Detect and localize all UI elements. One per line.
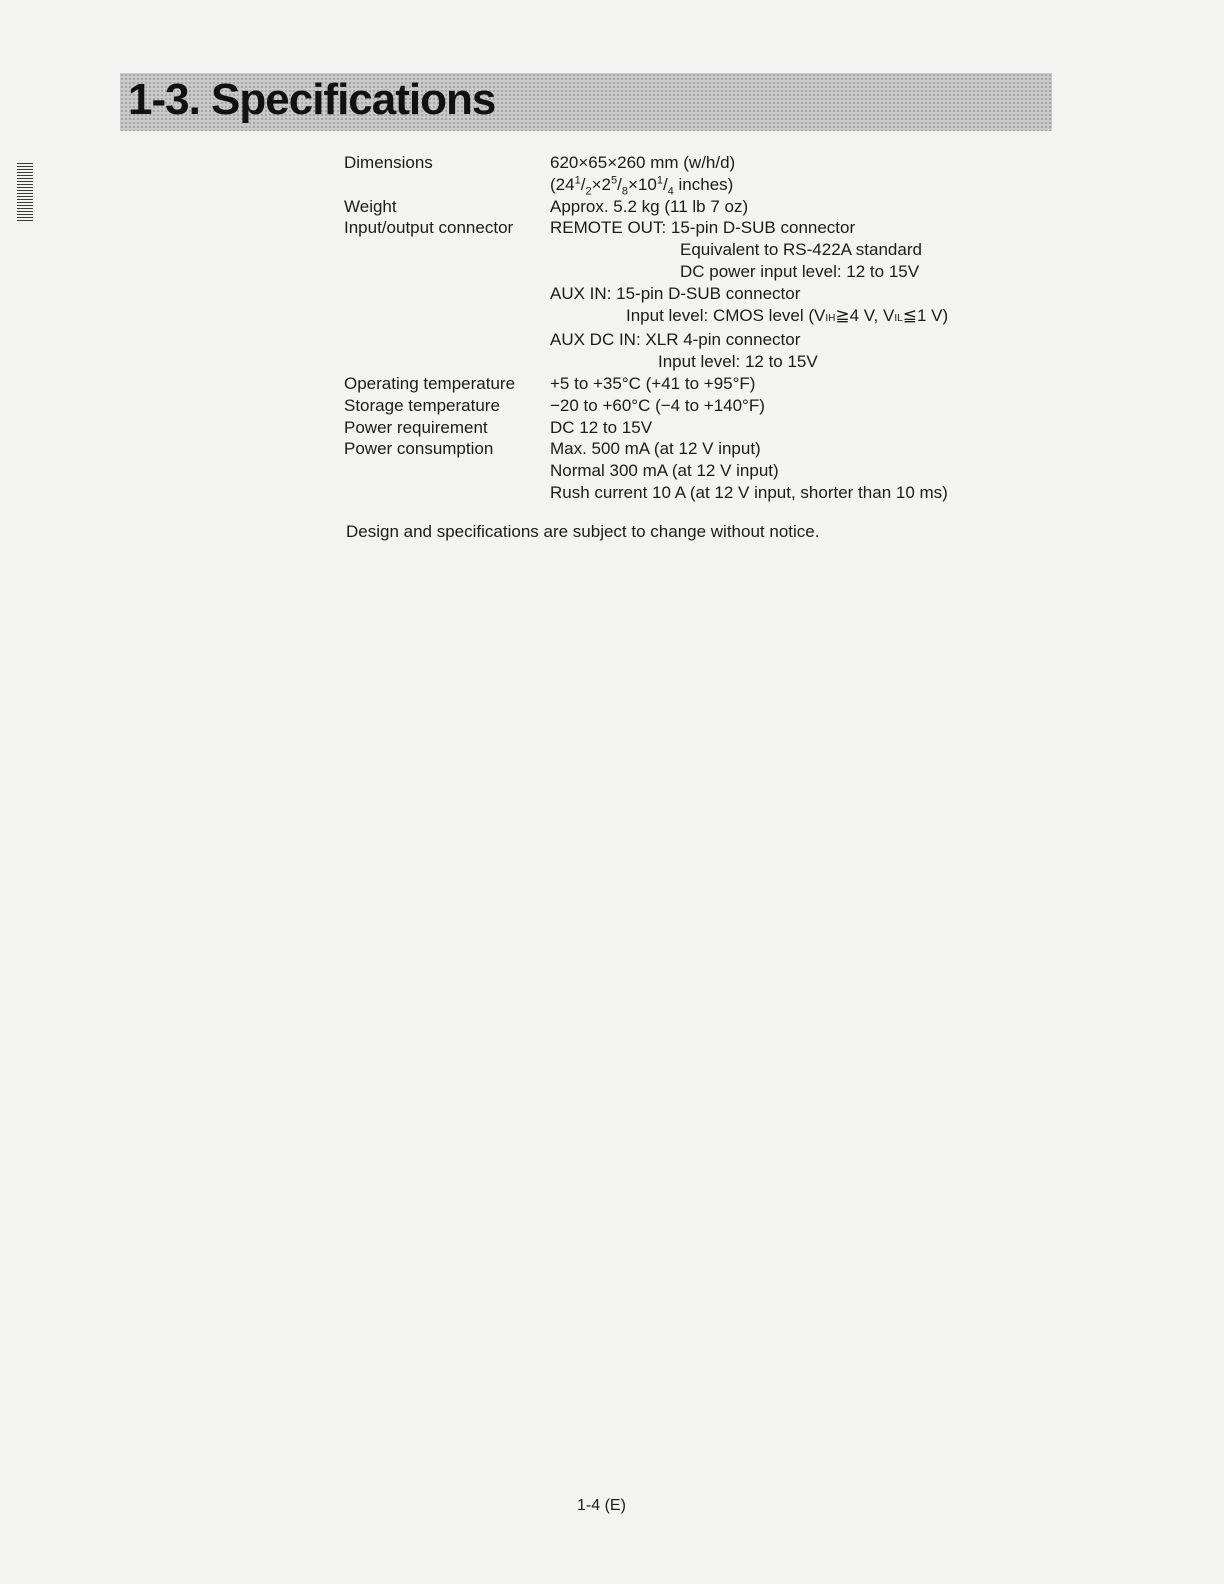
spec-value: 620×65×260 mm (w/h/d) — [550, 153, 736, 172]
specifications-table — [344, 152, 1044, 504]
spec-value-remote-out: REMOTE OUT: 15-pin D-SUB connector — [550, 218, 856, 238]
spec-row-power-requirement — [344, 417, 1044, 439]
page-number: 1-4 (E) — [577, 1497, 626, 1514]
spec-label: Storage temperature — [344, 395, 500, 415]
spec-label: Input/output connector — [344, 218, 514, 238]
spec-value: Approx. 5.2 kg (11 lb 7 oz) — [550, 196, 749, 216]
change-notice: Design and specifications are subject to change without notice. — [346, 522, 820, 541]
spec-row-dimensions — [344, 152, 1044, 196]
spec-row-storage-temperature — [344, 395, 1044, 417]
spec-values — [550, 395, 1044, 417]
spec-row-weight — [344, 196, 1044, 218]
spec-value-inches: ($24^1/_2\times 2^5/_8\times 10^1/_4$ inches) — [550, 174, 734, 198]
spec-values — [550, 217, 1044, 373]
spec-row-io-connector — [344, 217, 1044, 373]
spec-value-aux-in: AUX IN: 15-pin D-SUB connector — [550, 283, 801, 303]
spec-value: DC 12 to 15V — [550, 417, 653, 437]
spec-row-operating-temperature — [344, 373, 1044, 395]
spec-value-normal: Normal 300 mA (at 12 V input) — [550, 461, 779, 481]
spec-value-remote-equivalent: Equivalent to RS-422A standard — [680, 240, 922, 260]
spec-label: Operating temperature — [344, 373, 516, 393]
spec-values — [550, 373, 1044, 395]
spec-value: +5 to +35°C (+41 to +95°F) — [550, 373, 756, 393]
spec-values — [550, 417, 1044, 439]
spec-value-aux-level: Input level: CMOS level (VIH≧4 V, VIL≦1 V) — [626, 305, 949, 325]
spec-value-aux-dc-level: Input level: 12 to 15V — [658, 352, 818, 372]
section-title-bar — [120, 73, 1052, 131]
spec-label: Dimensions — [344, 153, 433, 172]
spec-value-max: Max. 500 mA (at 12 V input) — [550, 439, 761, 459]
spec-row-power-consumption — [344, 438, 1044, 503]
spec-values — [550, 438, 1044, 503]
spec-label: Weight — [344, 196, 397, 216]
page-edge-marks — [17, 163, 33, 221]
spec-label: Power consumption — [344, 439, 494, 459]
spec-values — [550, 152, 1044, 196]
spec-value-aux-dc-in: AUX DC IN: XLR 4-pin connector — [550, 330, 801, 350]
spec-value-rush: Rush current 10 A (at 12 V input, shorter than 10 ms) — [550, 482, 948, 502]
spec-values — [550, 196, 1044, 218]
section-title: 1-3. Specifications — [128, 75, 496, 124]
spec-value: −20 to +60°C (−4 to +140°F) — [550, 395, 765, 415]
spec-label: Power requirement — [344, 417, 488, 437]
spec-value-remote-dc: DC power input level: 12 to 15V — [680, 261, 920, 281]
